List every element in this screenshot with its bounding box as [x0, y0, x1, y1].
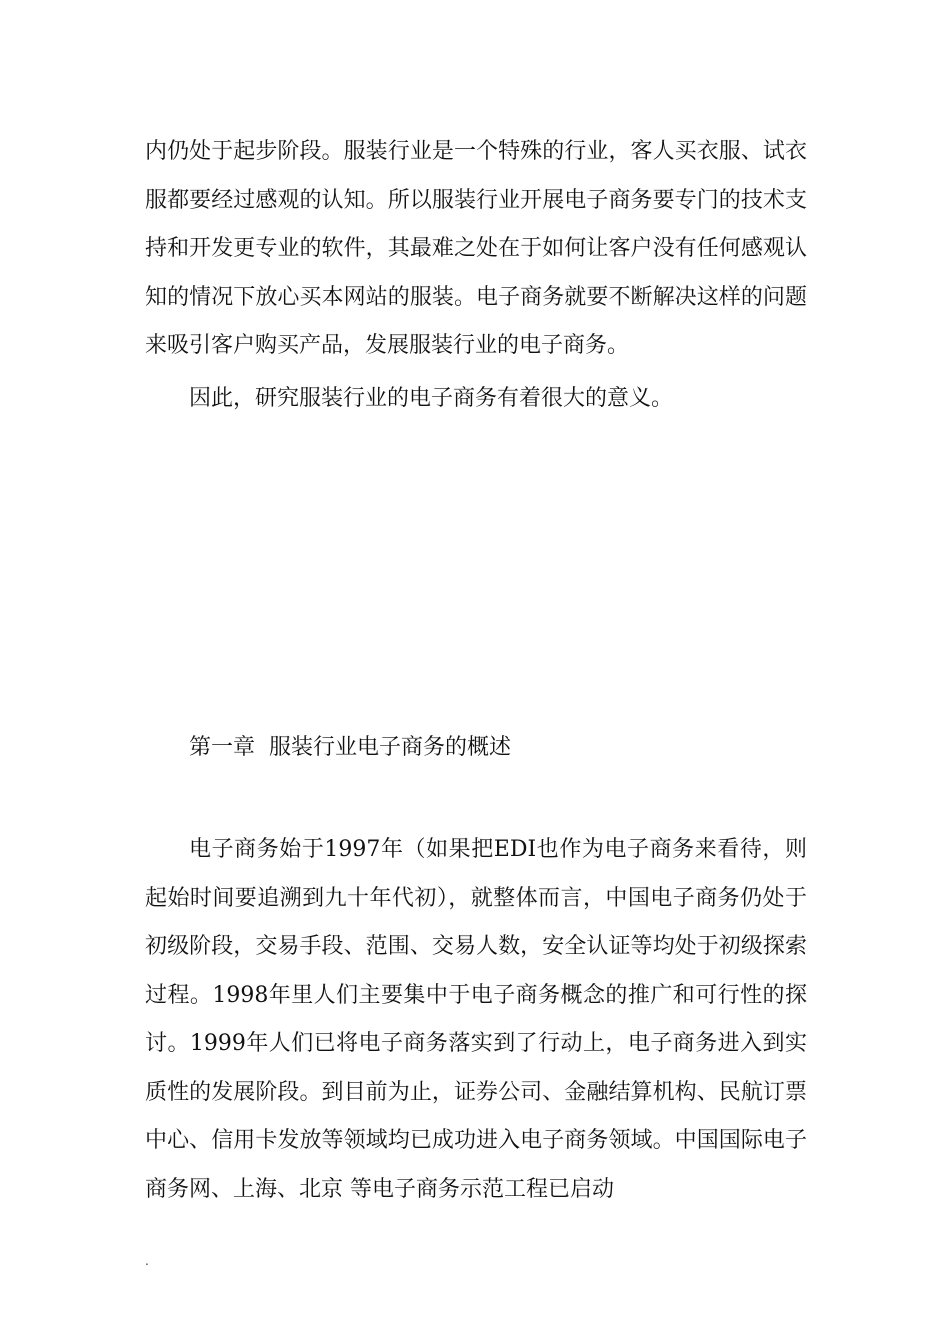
intro-paragraph: 内仍处于起步阶段。服装行业是一个特殊的行业，客人买衣服、试衣服都要经过感观的认知。所以服装行业开展电子商务要专门的技术支持和开发更专业的软件，其最难之处在于如何让客户没有任何感观认知的情况下放心买本网站的服装。电子商务就要不断解决这样的问题来吸引客户购买产品，发展服装行业的电子商务。	[145, 139, 807, 358]
chapter-paragraph: 电子商务始于1997年（如果把EDI也作为电子商务来看待，则起始时间要追溯到九十年代初），就整体而言，中国电子商务仍处于初级阶段，交易手段、范围、交易人数，安全认证等均处于初级探索过程。1998年里人们主要集中于电子商务概念的推广和可行性的探讨。1999年人们已将电子商务落实到了行动上，电子商务进入到实质性的发展阶段。到目前为止，证券公司、金融结算机构、民航订票中心、信用卡发放等领域均已成功进入电子商务领域。中国国际电子商务网、上海、北京 等电子商务示范工程已启动	[145, 837, 807, 1202]
conclusion-paragraph: 因此，研究服装行业的电子商务有着很大的意义。	[189, 386, 674, 411]
chapter-heading: 第一章 服装行业电子商务的概述	[189, 735, 511, 760]
footer-mark: .	[145, 1254, 149, 1268]
